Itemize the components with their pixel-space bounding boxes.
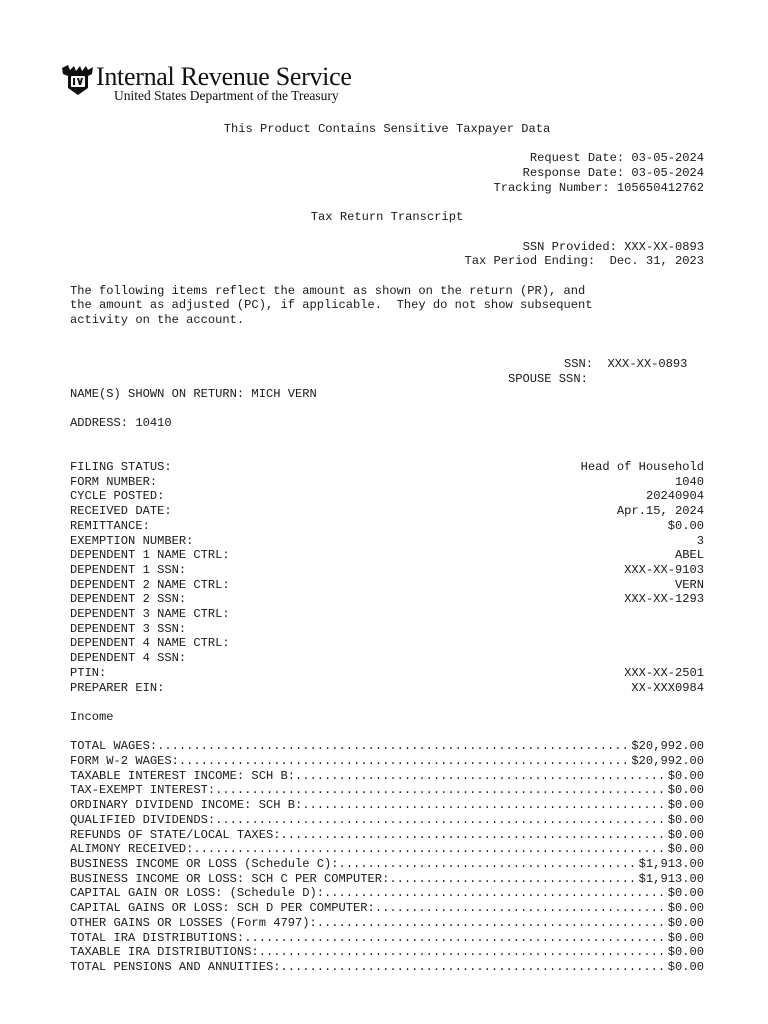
field-label: DEPENDENT 4 NAME CTRL:	[70, 636, 230, 651]
dot-leader	[302, 798, 667, 813]
field-row	[70, 563, 704, 578]
income-label: TOTAL WAGES:	[70, 739, 158, 754]
logo-title: Internal Revenue Service	[96, 62, 352, 91]
dot-leader	[339, 857, 639, 872]
field-value: Apr.15, 2024	[616, 504, 704, 519]
income-value: $0.00	[667, 783, 704, 798]
income-row	[70, 739, 704, 754]
income-row	[70, 754, 704, 769]
field-value: 3	[696, 533, 704, 548]
dot-leader	[295, 769, 668, 784]
field-row	[70, 666, 704, 681]
field-value: 1040	[674, 474, 704, 489]
income-label: CAPITAL GAINS OR LOSS: SCH D PER COMPUTER:	[70, 901, 375, 916]
field-label: EXEMPTION NUMBER:	[70, 533, 194, 548]
income-row	[70, 931, 704, 946]
field-row	[70, 592, 704, 607]
address: ADDRESS: 10410	[70, 415, 172, 430]
field-label: RECEIVED DATE:	[70, 504, 172, 519]
dot-leader	[215, 783, 668, 798]
request-date: Request Date: 03-05-2024	[529, 151, 704, 166]
income-value: $0.00	[667, 886, 704, 901]
income-label: BUSINESS INCOME OR LOSS: SCH C PER COMPUTER:	[70, 871, 390, 886]
income-value: $1,913.00	[638, 856, 704, 871]
income-value: $0.00	[667, 827, 704, 842]
field-label: DEPENDENT 1 NAME CTRL:	[70, 548, 230, 563]
field-label: DEPENDENT 3 NAME CTRL:	[70, 607, 230, 622]
field-row	[70, 578, 704, 593]
dot-leader	[259, 945, 668, 960]
response-date: Response Date: 03-05-2024	[522, 166, 704, 181]
field-label: PREPARER EIN:	[70, 680, 165, 695]
field-row	[70, 622, 704, 637]
field-row	[70, 489, 704, 504]
dot-leader	[324, 886, 668, 901]
income-row	[70, 813, 704, 828]
field-value: ABEL	[674, 548, 704, 563]
income-row	[70, 857, 704, 872]
dot-leader	[179, 754, 632, 769]
intro-line: the amount as adjusted (PC), if applicable. They do not show subsequent	[70, 298, 593, 313]
document-title: Tax Return Transcript	[310, 210, 464, 225]
income-label: ORDINARY DIVIDEND INCOME: SCH B:	[70, 798, 303, 813]
income-label: REFUNDS OF STATE/LOCAL TAXES:	[70, 827, 281, 842]
field-label: FILING STATUS:	[70, 460, 172, 475]
field-row	[70, 607, 704, 622]
field-label: PTIN:	[70, 665, 107, 680]
income-value: $20,992.00	[631, 754, 704, 769]
field-value: XX-XXX0984	[631, 680, 704, 695]
field-label: CYCLE POSTED:	[70, 489, 165, 504]
income-label: FORM W-2 WAGES:	[70, 754, 179, 769]
income-row	[70, 945, 704, 960]
field-value: VERN	[674, 577, 704, 592]
income-value: $20,992.00	[631, 739, 704, 754]
transcript-page	[70, 122, 704, 975]
income-heading: Income	[70, 709, 114, 724]
income-row	[70, 828, 704, 843]
income-label: TAXABLE INTEREST INCOME: SCH B:	[70, 768, 295, 783]
income-value: $0.00	[667, 812, 704, 827]
income-row	[70, 916, 704, 931]
field-row	[70, 519, 704, 534]
dot-leader	[389, 872, 638, 887]
field-label: FORM NUMBER:	[70, 474, 158, 489]
field-label: DEPENDENT 4 SSN:	[70, 651, 187, 666]
income-row	[70, 798, 704, 813]
income-row	[70, 842, 704, 857]
income-value: $0.00	[667, 901, 704, 916]
field-value: XXX-XX-2501	[624, 665, 704, 680]
income-value: $0.00	[667, 798, 704, 813]
irs-eagle-seal-icon	[60, 64, 96, 96]
taxpayer-ssn: SSN: XXX-XX-0893	[564, 357, 688, 372]
field-row	[70, 504, 704, 519]
tracking-number: Tracking Number: 105650412762	[493, 180, 704, 195]
income-label: CAPITAL GAIN OR LOSS: (Schedule D):	[70, 886, 325, 901]
income-value: $0.00	[667, 945, 704, 960]
spouse-ssn: SPOUSE SSN:	[508, 371, 588, 386]
field-row	[70, 548, 704, 563]
field-row	[70, 651, 704, 666]
field-label: REMITTANCE:	[70, 518, 150, 533]
income-label: OTHER GAINS OR LOSSES (Form 4797):	[70, 915, 317, 930]
dot-leader	[193, 842, 667, 857]
income-row	[70, 960, 704, 975]
field-row	[70, 460, 704, 475]
field-row	[70, 534, 704, 549]
income-row	[70, 783, 704, 798]
field-value: 20240904	[645, 489, 704, 504]
income-label: TOTAL IRA DISTRIBUTIONS:	[70, 930, 245, 945]
field-value: Head of Household	[580, 460, 704, 475]
field-row	[70, 681, 704, 696]
income-value: $0.00	[667, 842, 704, 857]
field-label: DEPENDENT 1 SSN:	[70, 562, 187, 577]
income-value: $0.00	[667, 930, 704, 945]
field-label: DEPENDENT 3 SSN:	[70, 621, 187, 636]
dot-leader	[280, 828, 667, 843]
income-value: $0.00	[667, 768, 704, 783]
income-row	[70, 901, 704, 916]
field-value: XXX-XX-1293	[624, 592, 704, 607]
field-label: DEPENDENT 2 SSN:	[70, 592, 187, 607]
dot-leader	[375, 901, 668, 916]
income-table	[70, 739, 704, 974]
income-row	[70, 872, 704, 887]
irs-logo	[60, 64, 380, 104]
income-row	[70, 886, 704, 901]
tax-period-ending: Tax Period Ending: Dec. 31, 2023	[464, 254, 704, 269]
intro-line: activity on the account.	[70, 313, 245, 328]
income-label: TOTAL PENSIONS AND ANNUITIES:	[70, 959, 281, 974]
dot-leader	[157, 739, 631, 754]
income-value: $1,913.00	[638, 871, 704, 886]
field-row	[70, 475, 704, 490]
field-value: XXX-XX-9103	[624, 562, 704, 577]
income-label: TAXABLE IRA DISTRIBUTIONS:	[70, 945, 259, 960]
names-on-return: NAME(S) SHOWN ON RETURN: MICH VERN	[70, 386, 317, 401]
logo-subtitle: United States Department of the Treasury	[114, 88, 339, 103]
income-row	[70, 769, 704, 784]
ssn-provided: SSN Provided: XXX-XX-0893	[522, 239, 704, 254]
field-label: DEPENDENT 2 NAME CTRL:	[70, 577, 230, 592]
dot-leader	[215, 813, 668, 828]
income-label: ALIMONY RECEIVED:	[70, 842, 194, 857]
field-value: $0.00	[667, 518, 704, 533]
intro-line: The following items reflect the amount as shown on the return (PR), and	[70, 283, 586, 298]
dot-leader	[244, 931, 668, 946]
dot-leader	[280, 960, 667, 975]
income-label: TAX-EXEMPT INTEREST:	[70, 783, 216, 798]
dot-leader	[317, 916, 668, 931]
income-value: $0.00	[667, 915, 704, 930]
income-label: QUALIFIED DIVIDENDS:	[70, 812, 216, 827]
sensitive-notice: This Product Contains Sensitive Taxpayer Data	[223, 122, 551, 136]
field-row	[70, 636, 704, 651]
return-fields	[70, 460, 704, 695]
income-label: BUSINESS INCOME OR LOSS (Schedule C):	[70, 856, 339, 871]
income-value: $0.00	[667, 959, 704, 974]
